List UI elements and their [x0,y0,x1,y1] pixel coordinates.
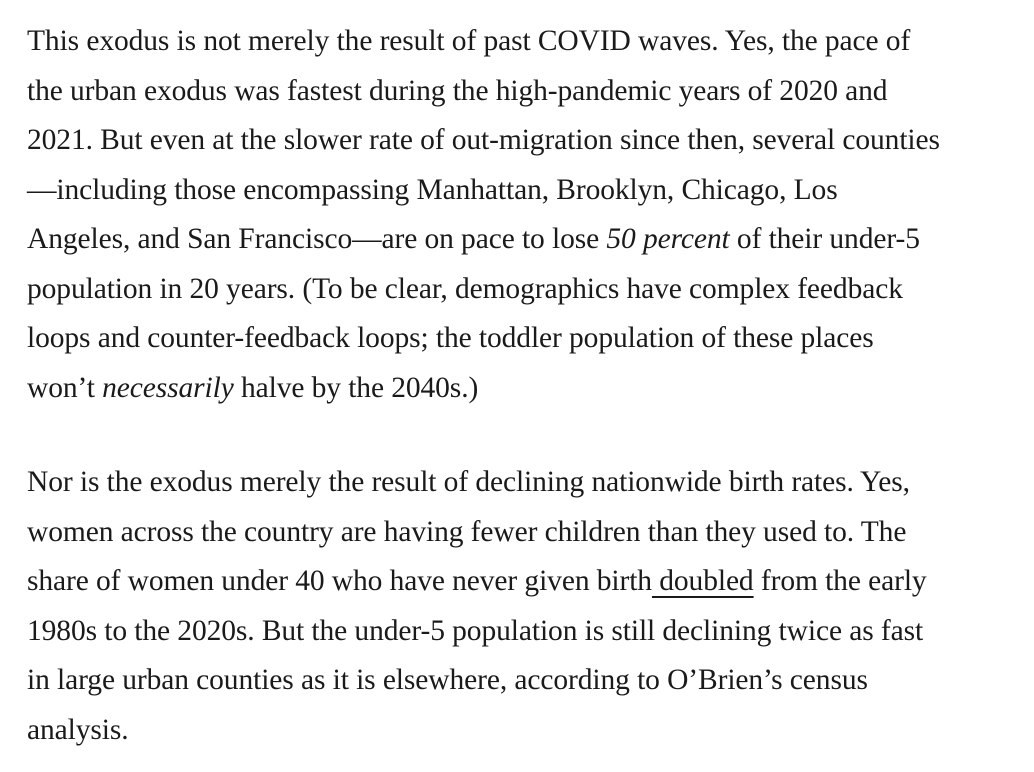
text-fragment: from the early [753,565,927,597]
text-line: —including those encompassing Manhattan, Brooklyn, Chicago, Los [27,173,838,206]
emphasis-text: 50 percent [606,223,730,255]
text-line: analysis. [27,713,129,746]
text-line: 1980s to the 2020s. But the under-5 population is still declining twice as fast [27,614,924,647]
doubled-link[interactable]: doubled [651,565,754,597]
text-line: population in 20 years. (To be clear, demographics have complex feedback [27,272,903,305]
paragraph-birth-rates [27,458,1027,755]
text-line: Nor is the exodus merely the result of declining nationwide birth rates. Yes, [27,466,910,498]
text-fragment: Angeles, and San Francisco—are on pace to lose [27,223,607,255]
text-line: women across the country are having fewer children than they used to. The [27,515,907,548]
paragraph-gap [27,413,1027,458]
text-fragment: won’t [27,371,103,404]
text-line: loops and counter-feedback loops; the toddler population of these places [27,322,874,354]
text-fragment: halve by the 2040s.) [233,371,479,404]
text-line: This exodus is not merely the result of past COVID waves. Yes, the pace of [27,25,911,57]
text-line: 2021. But even at the slower rate of out-migration since then, several counties [27,124,940,156]
text-fragment: of their under-5 [729,223,920,255]
text-line [27,364,1027,414]
text-line [27,557,1027,607]
emphasis-text: necessarily [102,371,234,404]
text-line: in large urban counties as it is elsewhere, according to O’Brien’s census [27,664,868,696]
article-body [27,17,1027,755]
text-fragment: share of women under 40 who have never given birth [27,565,652,597]
text-line: the urban exodus was fastest during the high-pandemic years of 2020 and [27,74,888,107]
paragraph-covid-exodus [27,17,1027,413]
text-line [27,215,1027,265]
